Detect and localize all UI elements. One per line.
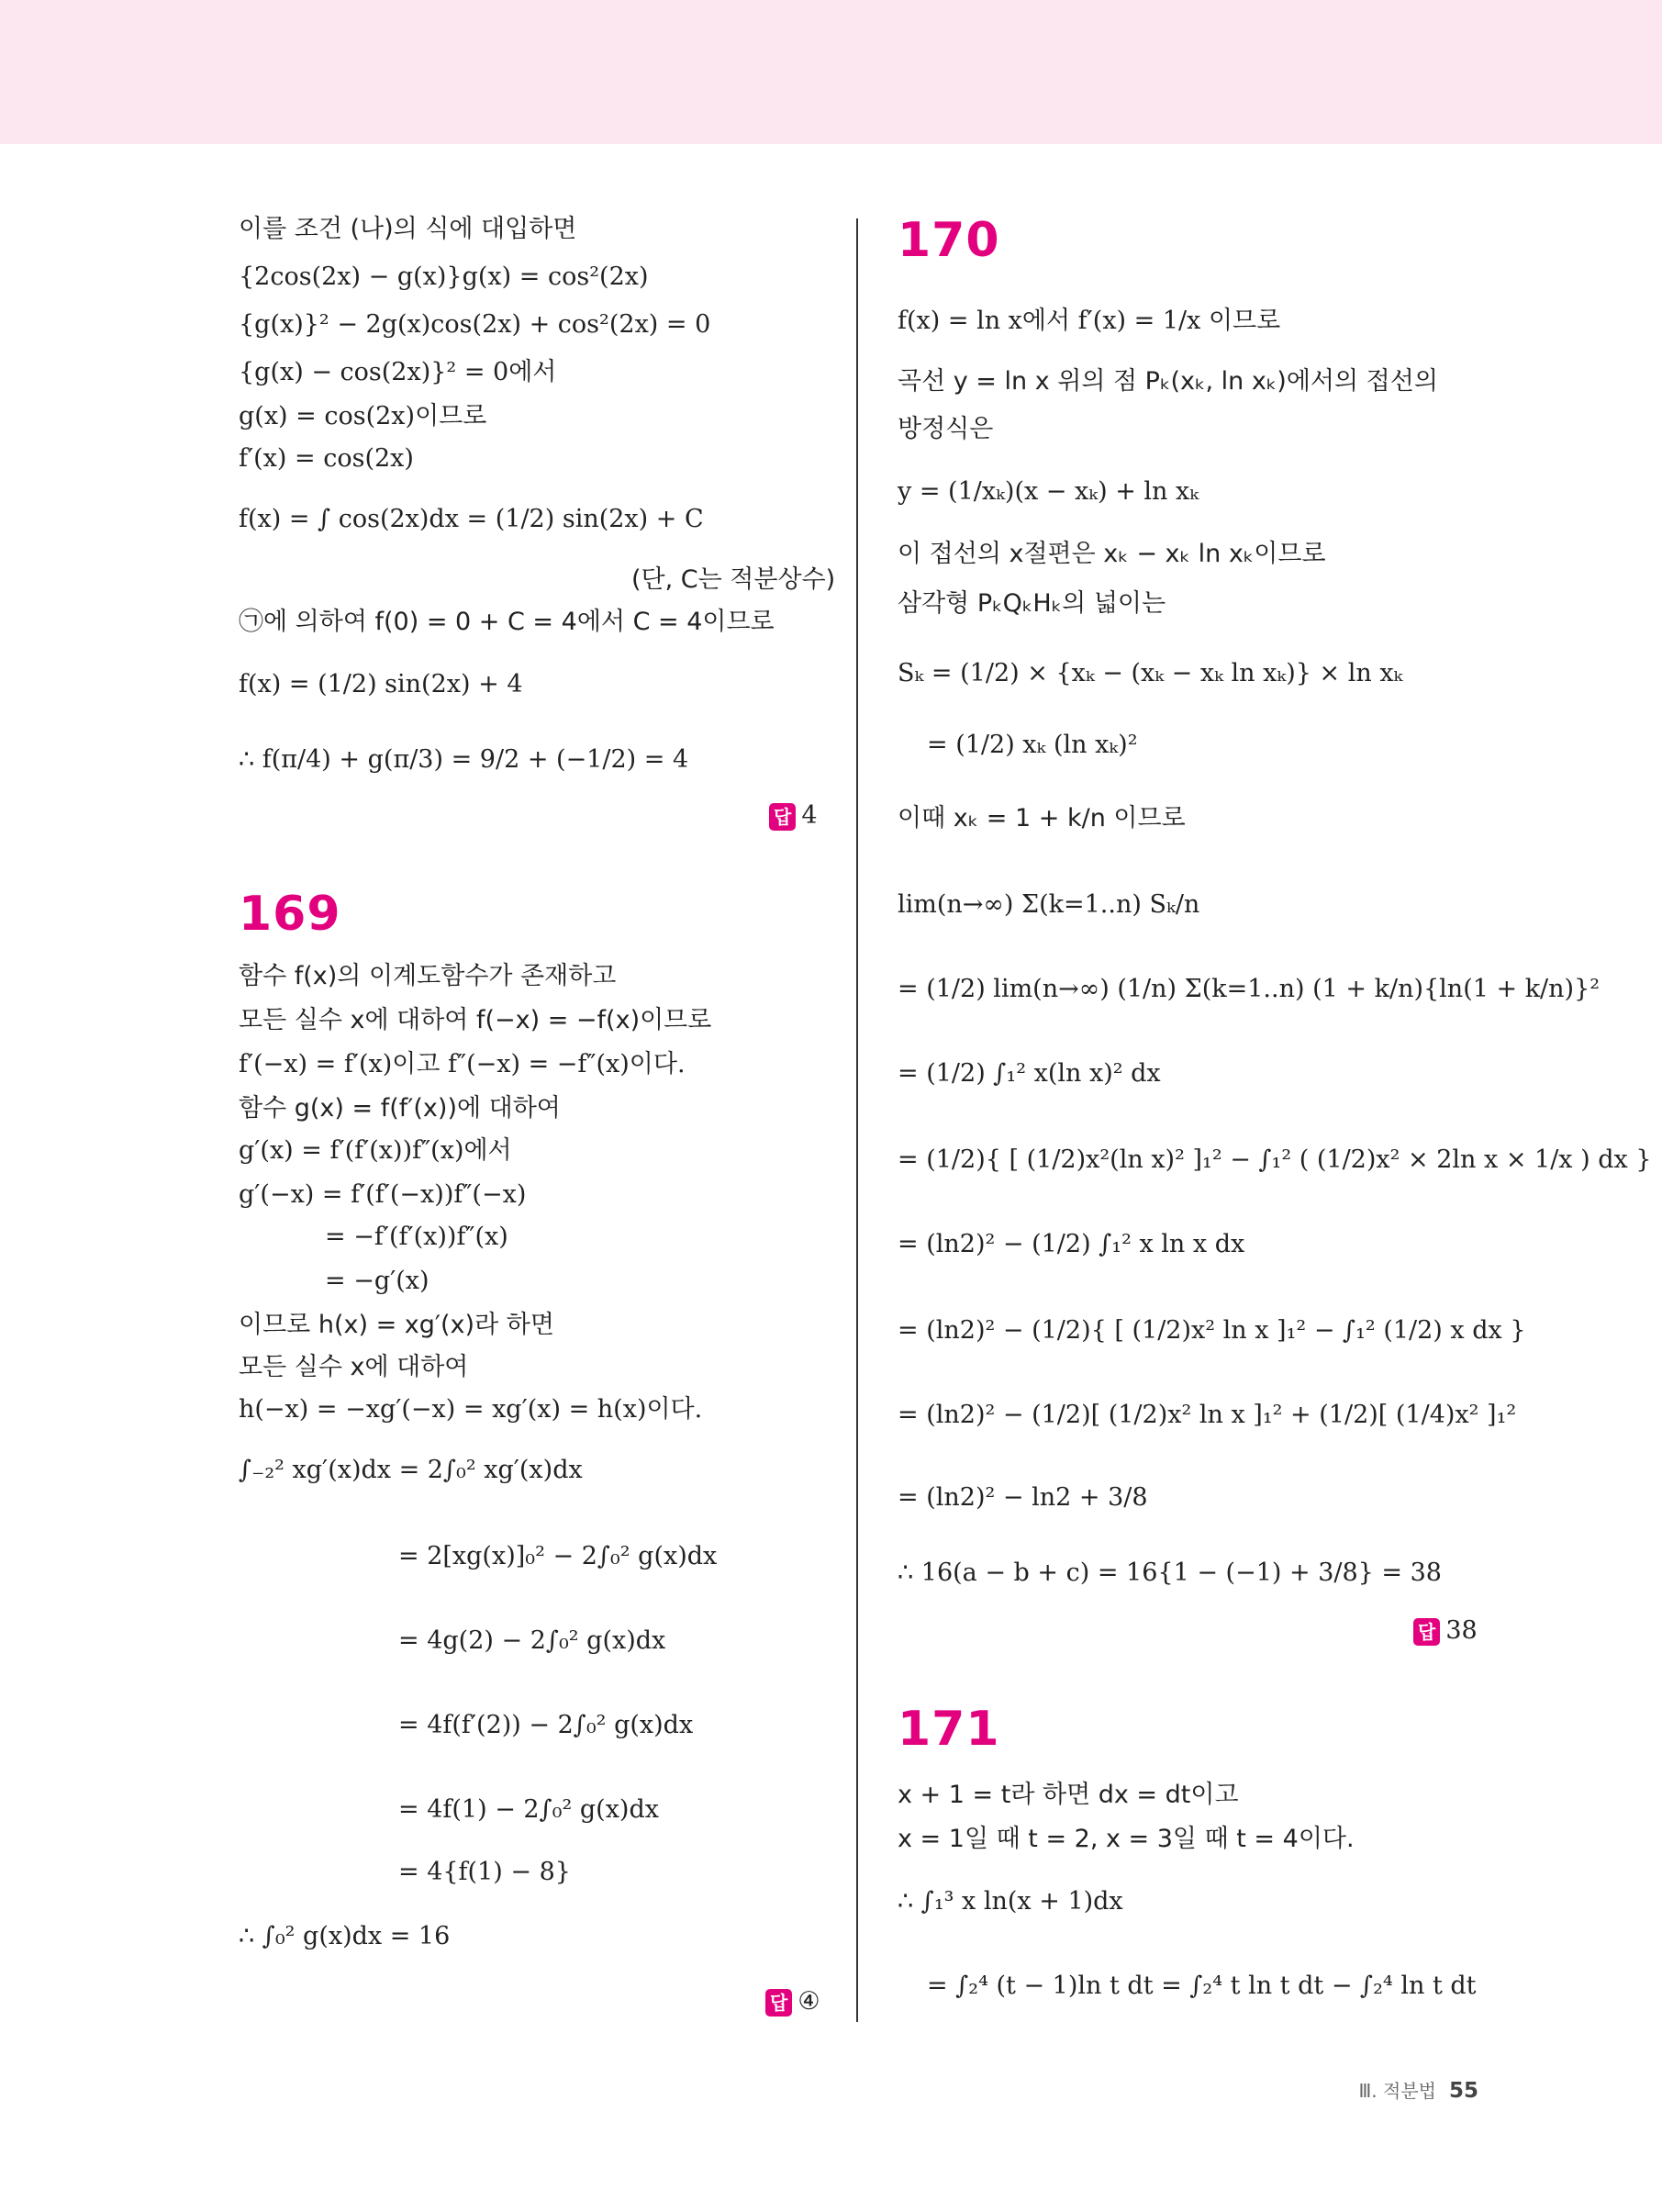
solution-line: {g(x) − cos(2x)}² = 0에서 bbox=[239, 358, 557, 386]
solution-line: {2cos(2x) − g(x)}g(x) = cos²(2x) bbox=[239, 263, 649, 291]
solution-line: = (1/2) lim(n→∞) (1/n) Σ(k=1..n) (1 + k/n){ln(1 + k/n)}² bbox=[898, 975, 1601, 1003]
solution-line: 이므로 h(x) = xg′(x)라 하면 bbox=[239, 1311, 554, 1339]
solution-line: = −g′(x) bbox=[325, 1267, 429, 1295]
solution-line: = (ln2)² − (1/2)[ (1/2)x² ln x ]₁² + (1/2)[ (1/4)x² ]₁² bbox=[898, 1401, 1517, 1429]
solution-line: = (ln2)² − (1/2){ [ (1/2)x² ln x ]₁² − ∫₁² (1/2) x dx } bbox=[898, 1316, 1526, 1345]
solution-line: = 4f(f′(2)) − 2∫₀² g(x)dx bbox=[398, 1711, 694, 1739]
solution-line: 곡선 y = ln x 위의 점 Pₖ(xₖ, ln xₖ)에서의 접선의 bbox=[898, 367, 1438, 396]
solution-line: = (ln2)² − (1/2) ∫₁² x ln x dx bbox=[898, 1230, 1245, 1258]
solution-line: = (ln2)² − ln2 + 3/8 bbox=[898, 1483, 1148, 1512]
solution-line: f(x) = ∫ cos(2x)dx = (1/2) sin(2x) + C bbox=[239, 505, 704, 533]
page-number: 55 bbox=[1448, 2079, 1478, 2103]
solution-line: ㉠에 의하여 f(0) = 0 + C = 4에서 C = 4이므로 bbox=[239, 608, 775, 636]
solution-line: = −f′(f′(x))f″(x) bbox=[325, 1223, 508, 1251]
solution-line: ∴ 16(a − b + c) = 16{1 − (−1) + 3/8} = 38 bbox=[898, 1558, 1442, 1587]
answer-170 bbox=[1413, 1615, 1478, 1647]
solution-line: h(−x) = −xg′(−x) = xg′(x) = h(x)이다. bbox=[239, 1395, 703, 1424]
page-footer bbox=[1359, 2076, 1478, 2103]
solution-line: Sₖ = (1/2) × {xₖ − (xₖ − xₖ ln xₖ)} × ln xₖ bbox=[898, 659, 1403, 687]
answer-badge: 답 bbox=[769, 803, 796, 831]
solution-line: = (1/2) ∫₁² x(ln x)² dx bbox=[898, 1059, 1161, 1088]
solution-line: = 2[xg(x)]₀² − 2∫₀² g(x)dx bbox=[398, 1542, 718, 1570]
solution-line: g′(−x) = f′(f′(−x))f″(−x) bbox=[239, 1180, 527, 1209]
solution-line: = (1/2) xₖ (ln xₖ)² bbox=[927, 731, 1138, 759]
solution-line: ∴ f(π/4) + g(π/3) = 9/2 + (−1/2) = 4 bbox=[239, 745, 689, 774]
answer-value: ④ bbox=[798, 1987, 820, 2016]
solution-line: = 4f(1) − 2∫₀² g(x)dx bbox=[398, 1795, 659, 1824]
problem-number-171: 171 bbox=[898, 1702, 1000, 1757]
solution-line: ∫₋₂² xg′(x)dx = 2∫₀² xg′(x)dx bbox=[239, 1456, 583, 1484]
solution-line: 모든 실수 x에 대하여 f(−x) = −f(x)이므로 bbox=[239, 1006, 712, 1034]
solution-line: f(x) = ln x에서 f′(x) = 1/x 이므로 bbox=[898, 307, 1281, 335]
problem-number-169: 169 bbox=[239, 887, 341, 942]
solution-line: 방정식은 bbox=[898, 415, 994, 443]
solution-line: f(x) = (1/2) sin(2x) + 4 bbox=[239, 670, 523, 698]
header-band bbox=[0, 0, 1662, 144]
constant-note: (단, C는 적분상수) bbox=[631, 565, 836, 594]
solution-line: y = (1/xₖ)(x − xₖ) + ln xₖ bbox=[898, 477, 1199, 506]
solution-line: g(x) = cos(2x)이므로 bbox=[239, 402, 487, 430]
solution-line: 이때 xₖ = 1 + k/n 이므로 bbox=[898, 804, 1186, 832]
solution-line: 이 접선의 x절편은 xₖ − xₖ ln xₖ이므로 bbox=[898, 540, 1326, 568]
solution-line: 함수 g(x) = f(f′(x))에 대하여 bbox=[239, 1094, 561, 1123]
solution-line: f′(x) = cos(2x) bbox=[239, 444, 414, 473]
section-label: Ⅲ. 적분법 bbox=[1358, 2080, 1436, 2102]
answer-badge: 답 bbox=[765, 1989, 792, 2016]
solution-line: 삼각형 PₖQₖHₖ의 넓이는 bbox=[898, 589, 1166, 618]
solution-line: = ∫₂⁴ (t − 1)ln t dt = ∫₂⁴ t ln t dt − ∫₂⁴ ln t dt bbox=[927, 1972, 1477, 2000]
solution-line: {g(x)}² − 2g(x)cos(2x) + cos²(2x) = 0 bbox=[239, 310, 711, 339]
solution-line: = 4g(2) − 2∫₀² g(x)dx bbox=[398, 1626, 666, 1655]
answer-value: 38 bbox=[1445, 1616, 1478, 1645]
solution-line: x = 1일 때 t = 2, x = 3일 때 t = 4이다. bbox=[898, 1825, 1355, 1853]
problem-number-170: 170 bbox=[898, 213, 1000, 268]
solution-line: 함수 f(x)의 이계도함수가 존재하고 bbox=[239, 962, 617, 990]
solution-line: = 4{f(1) − 8} bbox=[398, 1858, 571, 1886]
solution-line: x + 1 = t라 하면 dx = dt이고 bbox=[898, 1781, 1239, 1809]
solution-line: f′(−x) = f′(x)이고 f″(−x) = −f″(x)이다. bbox=[239, 1050, 686, 1078]
solution-line: g′(x) = f′(f′(x))f″(x)에서 bbox=[239, 1136, 512, 1165]
answer-badge: 답 bbox=[1413, 1618, 1440, 1646]
solution-line: ∴ ∫₁³ x ln(x + 1)dx bbox=[898, 1887, 1123, 1916]
answer-169 bbox=[765, 1986, 820, 2017]
answer-168 bbox=[769, 800, 818, 832]
solution-line: lim(n→∞) Σ(k=1..n) Sₖ/n bbox=[898, 890, 1200, 919]
solution-line: ∴ ∫₀² g(x)dx = 16 bbox=[239, 1922, 451, 1950]
solution-line: 이를 조건 (나)의 식에 대입하면 bbox=[239, 215, 577, 243]
answer-value: 4 bbox=[801, 801, 818, 830]
solution-line: 모든 실수 x에 대하여 bbox=[239, 1353, 469, 1381]
solution-line: = (1/2){ [ (1/2)x²(ln x)² ]₁² − ∫₁² ( (1/2)x² × 2ln x × 1/x ) dx } bbox=[898, 1145, 1652, 1174]
column-divider bbox=[856, 218, 858, 2022]
